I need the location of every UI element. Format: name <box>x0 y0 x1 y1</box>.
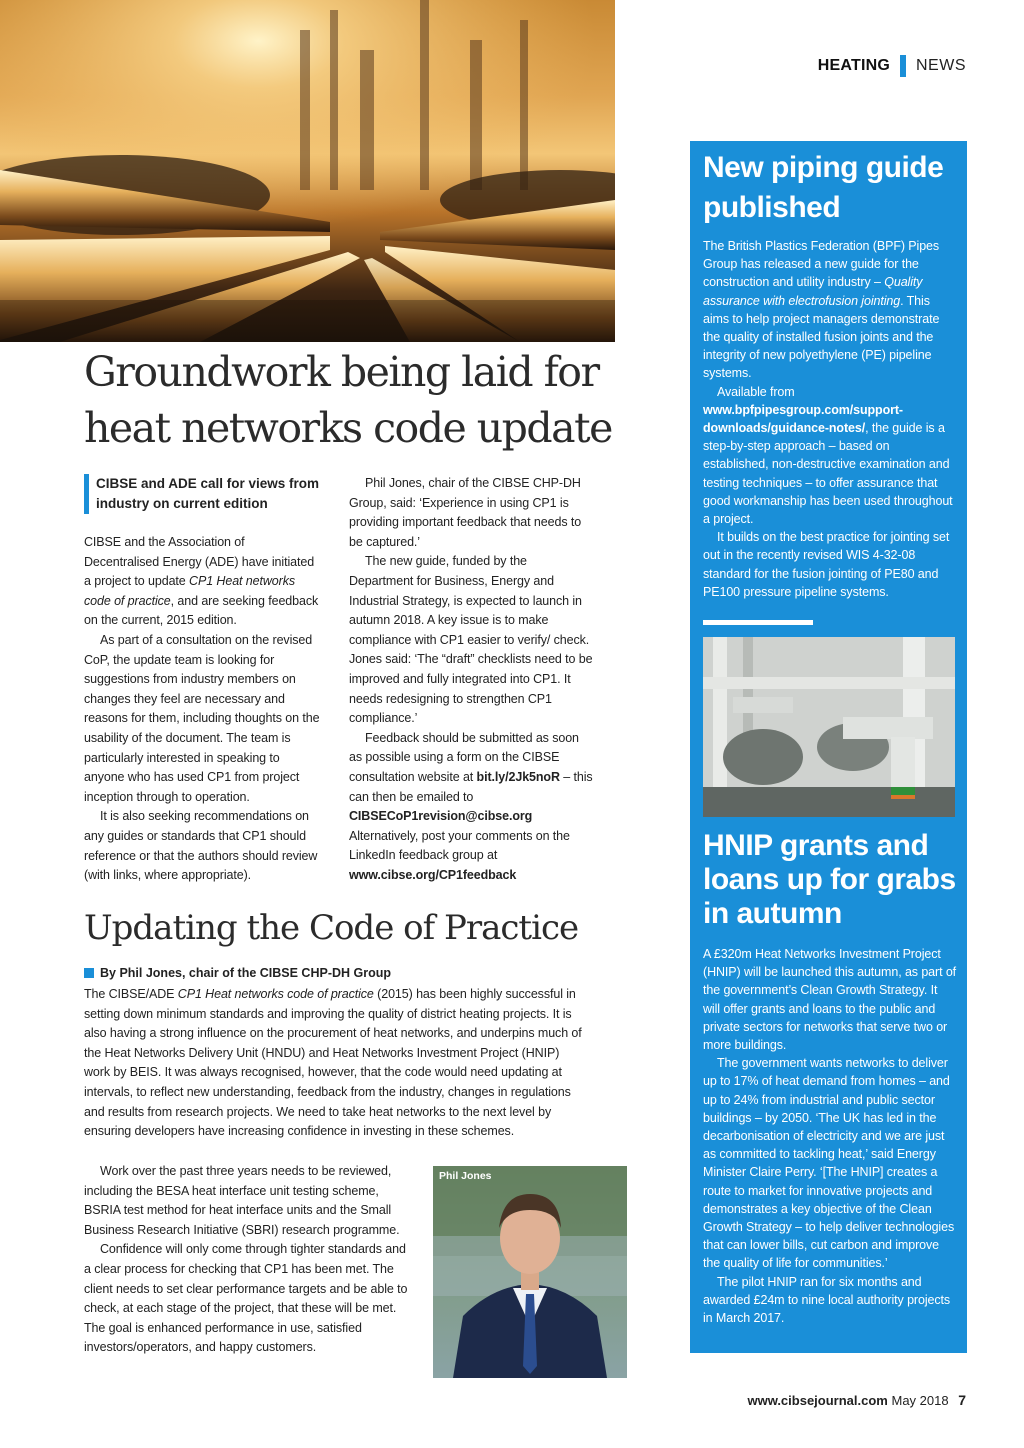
publication-title: CP1 Heat networks code of practice <box>177 987 374 1001</box>
article-paragraph: It is also seeking recommendations on any guides or standards that CP1 should reference or that the authors should review (with links, where appropriate). <box>84 809 318 883</box>
standfirst <box>84 474 329 514</box>
standfirst-text: CIBSE and ADE call for views from industry on current edition <box>96 476 320 511</box>
text-run: Alternatively, post your comments on the LinkedIn feedback group at <box>349 828 570 863</box>
article-paragraph: The new guide, funded by the Department for Business, Energy and Industrial Strategy, is expected to launch in autumn 2018. A key issue is to make compliance with CP1 easier to verify/ check. Jones said: ‘The “draft” checklists need to be improved and fully integrated into CP1. It needs redesigning to strengthen CP1 compliance.’ <box>349 554 593 726</box>
text-run: Available from <box>717 384 795 399</box>
hero-image-pipelines <box>0 0 615 342</box>
section-kicker: HEATING <box>817 57 890 74</box>
sidebar-story-hnip <box>703 945 957 1327</box>
sidebar-story-piping-guide <box>703 237 957 601</box>
sidebar-paragraph: The government wants networks to deliver up to 17% of heat demand from homes – and up to 24% from industrial and public sector buildings – by 2050. ‘The UK has led in the decarbonisation of electricity and we are just as committed to tackling heat,’ said Energy Minister Claire Perry. ‘[The HNIP] creates a route to market for innovative projects and demonstrates a key objective of the Clean Growth Strategy – to help deliver technologies that can lower bills, cut carbon and improve the quality of life for communities.’ <box>703 1056 955 1271</box>
text-run: Feedback should be submitted as soon as possible using a form on the CIBSE consultation website at <box>349 730 579 784</box>
sidebar-paragraph: It builds on the best practice for jointing set out in the recently revised WIS 4-32-08 standard for the fusion jointing of PE80 and PE100 pressure pipeline systems. <box>703 530 950 599</box>
section-label <box>818 55 966 77</box>
text-run: CIBSE and the Association of Decentralised Energy (ADE) have initiated a project to update <box>84 535 315 589</box>
bpf-guide-link[interactable]: www.bpfpipesgroup.com/support-downloads/guidance-notes/ <box>703 402 903 436</box>
article-paragraph <box>349 729 594 886</box>
opinion-byline <box>84 966 391 980</box>
article-column-1 <box>84 533 322 886</box>
news-sidebar <box>690 141 967 1353</box>
sidebar-headline-hnip: HNIP grants and loans up for grabs in autumn <box>703 829 956 930</box>
page-number: 7 <box>958 1392 966 1408</box>
sidebar-paragraph <box>703 237 957 383</box>
text-run: . This aims to help project managers demonstrate the quality of installed fusion joints and the integrity of new polyethylene (PE) pipeline systems. <box>703 293 940 381</box>
sidebar-paragraph <box>703 383 957 529</box>
section-category: NEWS <box>916 57 966 74</box>
plant-room-photo <box>703 637 955 817</box>
feedback-email-link[interactable]: CIBSECoP1revision@cibse.org <box>349 809 533 824</box>
main-headline <box>84 344 614 456</box>
text-run: , and are seeking feedback on the current, 2015 edition. <box>84 593 319 628</box>
consultation-link[interactable]: bit.ly/2Jk5noR <box>476 769 560 784</box>
text-run: , the guide is a step-by-step approach – based on established, non-destructive examination and testing techniques – to offer assurance that good workmanship has been used throughout a project. <box>703 421 953 527</box>
footer-url[interactable]: www.cibsejournal.com <box>747 1393 888 1408</box>
sidebar-divider <box>703 620 813 625</box>
article-column-2 <box>349 474 594 885</box>
section-divider-bar <box>900 55 906 77</box>
opinion-body-narrow <box>84 1162 409 1358</box>
text-run: (2015) has been highly successful in setting down minimum standards and improving the quality of district heating projects. It is also having a strong influence on the procurement of heat networks, and underpins much of the Heat Networks Delivery Unit (HNDU) and Heat Networks Investment Project (HNIP) work by BEIS. It was always recognised, however, that the code would need updating at intervals, to reflect new understanding, feedback from the industry, changes in regulations and results from research projects. We need to take heat networks to the next level by ensuring developers have increasing confidence in investing in these schemes. <box>84 987 582 1139</box>
standfirst-bar <box>84 474 89 514</box>
byline-text: By Phil Jones, chair of the CIBSE CHP-DH Group <box>100 966 392 980</box>
opinion-headline: Updating the Code of Practice <box>84 908 579 948</box>
text-run: The British Plastics Federation (BPF) Pipes Group has released a new guide for the construction and utility industry – <box>703 239 940 290</box>
sidebar-headline-piping-guide: New piping guide published <box>703 151 944 224</box>
opinion-paragraph-3: Confidence will only come through tighter standards and a clear process for checking that CP1 has been met. The client needs to set clear performance targets and be able to check, at each stage of the project, that these will be met. The goal is enhanced performance in use, satisfied investors/operators, and happy customers. <box>84 1242 408 1355</box>
text-run: – this can then be emailed to <box>349 769 593 804</box>
text-run: The CIBSE/ADE <box>84 987 178 1001</box>
sidebar-paragraph: A £320m Heat Networks Investment Project (HNIP) will be launched this autumn, as part of the government’s Clean Growth Strategy. It will offer grants and loans to the public and private sectors for networks that serve two or more buildings. <box>703 947 957 1053</box>
footer-date: May 2018 <box>891 1393 949 1408</box>
opinion-paragraph-1 <box>84 985 584 1142</box>
article-paragraph: Phil Jones, chair of the CIBSE CHP-DH Group, said: ‘Experience in using CP1 is providing important feedback that needs to be captured.’ <box>349 476 582 549</box>
sidebar-paragraph: The pilot HNIP ran for six months and awarded £24m to nine local authority projects in March 2017. <box>703 1274 951 1326</box>
portrait-photo <box>433 1166 627 1378</box>
article-paragraph: As part of a consultation on the revised CoP, the update team is looking for suggestions from industry members on changes they feel are necessary and reasons for them, including thoughts on the usability of the document. The team is particularly interested in speaking to anyone who has used CP1 from project inception through to operation. <box>84 632 320 804</box>
linkedin-feedback-link[interactable]: www.cibse.org/CP1feedback <box>349 867 517 882</box>
headline-line-2: heat networks code update <box>84 404 612 452</box>
headline-line-1: Groundwork being laid for <box>84 348 599 396</box>
guide-title: Quality assurance with electrofusion jointing <box>703 275 923 308</box>
article-paragraph <box>84 533 322 631</box>
page-footer <box>747 1392 966 1408</box>
byline-square-icon <box>84 968 94 978</box>
photo-caption: Phil Jones <box>439 1170 492 1182</box>
publication-title: CP1 Heat networks code of practice <box>84 574 296 608</box>
opinion-paragraph-2: Work over the past three years needs to be reviewed, including the BESA heat interface unit testing scheme, BSRIA test method for heat interface units and the Small Business Research Initiative (SBRI) research programme. <box>84 1164 400 1237</box>
